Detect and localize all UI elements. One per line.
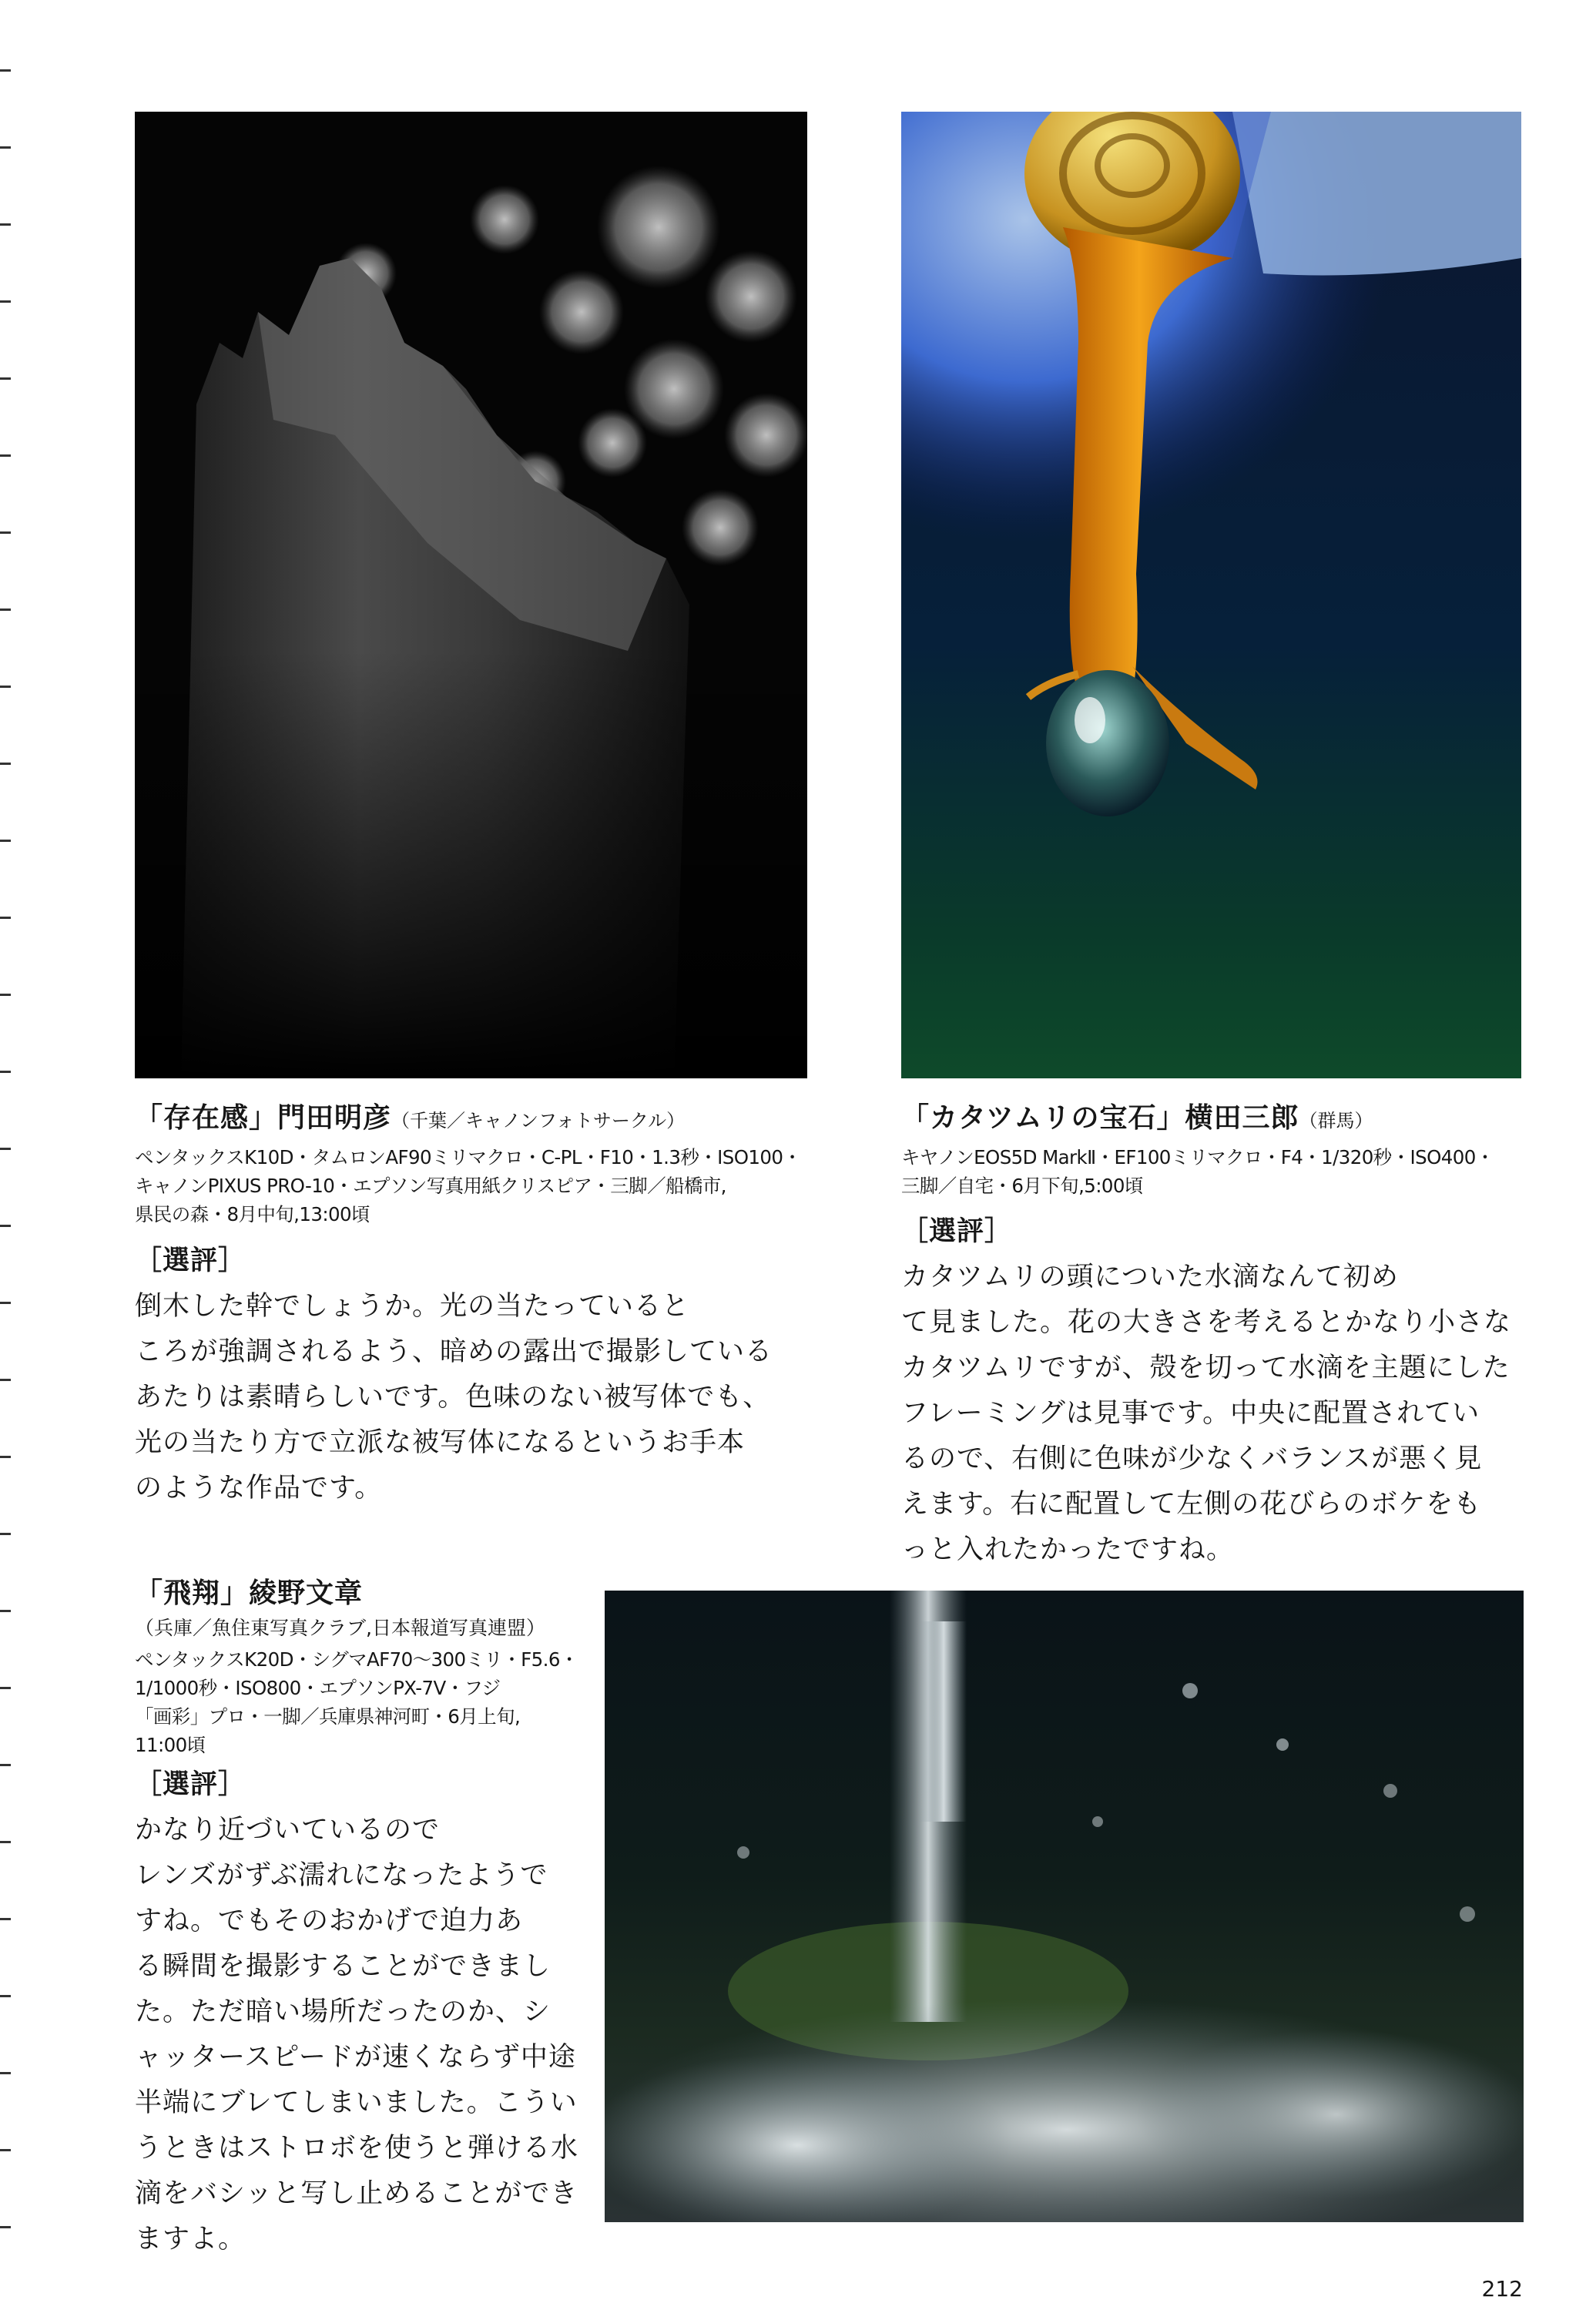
review-line: えます。右に配置して左側の花びらのボケをも	[901, 1489, 1482, 1520]
review-line: っと入れたかったですね。	[901, 1534, 1235, 1565]
entry-affiliation: （兵庫／魚住東写真クラブ,日本報道写真連盟）	[135, 1617, 545, 1639]
tech-line: 11:00頃	[135, 1734, 206, 1756]
entry-review	[901, 1209, 1511, 1573]
review-line: る瞬間を撮影することができまし	[135, 1951, 552, 1982]
entry-review	[135, 1239, 773, 1511]
entry-affiliation: （群馬）	[1299, 1110, 1373, 1132]
entry-title-text: 「カタツムリの宝石」横田三郎	[901, 1102, 1299, 1134]
entry-affiliation: （千葉／キャノンフォトサークル）	[391, 1110, 686, 1132]
photo-water-splash	[605, 1591, 1524, 2222]
review-line: かなり近づいているので	[135, 1815, 441, 1846]
review-line: すね。でもそのおかげで迫力あ	[135, 1906, 524, 1936]
entry-title	[135, 1100, 685, 1139]
review-line: カタツムリの頭についた水滴なんて初め	[901, 1262, 1399, 1292]
tech-line: 1/1000秒・ISO800・エプソンPX-7V・フジ	[135, 1677, 501, 1699]
review-line: ますよ。	[135, 2224, 246, 2255]
review-line: 倒木した幹でしょうか。光の当たっていると	[135, 1291, 690, 1322]
entry-tech-specs	[135, 1645, 578, 1759]
tech-line: 三脚／自宅・6月下旬,5:00頃	[901, 1175, 1143, 1197]
review-line: て見ました。花の大きさを考えるとかなり小さな	[901, 1307, 1512, 1338]
entry-title	[901, 1100, 1373, 1139]
tech-line: 「画彩」プロ・一脚／兵庫県神河町・6月上旬,	[135, 1705, 521, 1728]
entry-tech-specs	[135, 1143, 801, 1229]
review-line: フレーミングは見事です。中央に配置されてい	[901, 1398, 1480, 1429]
entry-title	[135, 1575, 363, 1612]
review-label: ［選評］	[901, 1216, 1013, 1247]
tech-line: ペンタックスK20D・シグマAF70～300ミリ・F5.6・	[135, 1648, 578, 1671]
review-line: レンズがずぶ濡れになったようで	[135, 1860, 548, 1891]
review-line: うときはストロボを使うと弾ける水	[135, 2133, 579, 2164]
review-line: た。ただ暗い場所だったのか、シ	[135, 1996, 552, 2027]
tech-line: キャノンPIXUS PRO-10・エプソン写真用紙クリスピア・三脚／船橋市,	[135, 1175, 726, 1197]
page-number: 212	[1481, 2276, 1523, 2302]
review-line: 滴をバシッと写し止めることができ	[135, 2178, 578, 2209]
review-line: のような作品です。	[135, 1473, 383, 1504]
photo-snail-droplet	[901, 112, 1521, 1078]
review-label: ［選評］	[135, 1245, 246, 1276]
entry-title-text: 「飛翔」綾野文章	[135, 1577, 364, 1609]
entry-tech-specs	[901, 1143, 1494, 1200]
review-label: ［選評］	[135, 1769, 246, 1800]
entry-title-text: 「存在感」門田明彦	[135, 1102, 392, 1134]
review-line: あたりは素晴らしいです。色味のない被写体でも、	[135, 1382, 771, 1413]
review-line: ころが強調されるよう、暗めの露出で撮影している	[135, 1336, 773, 1367]
tech-line: 県民の森・8月中旬,13:00頃	[135, 1203, 370, 1225]
review-line: 光の当たり方で立派な被写体になるというお手本	[135, 1427, 746, 1458]
review-line: 半端にブレてしまいました。こうい	[135, 2087, 578, 2118]
review-line: ャッタースピードが速くならず中途	[135, 2042, 576, 2073]
review-line: るので、右側に色味が少なくバランスが悪く見	[901, 1443, 1483, 1474]
review-line: カタツムリですが、殻を切って水滴を主題にした	[901, 1353, 1510, 1383]
photo-tree-stump	[135, 112, 807, 1078]
tech-line: ペンタックスK10D・タムロンAF90ミリマクロ・C-PL・F10・1.3秒・ISO100・	[135, 1146, 802, 1168]
entry-review	[135, 1762, 578, 2262]
tech-line: キヤノンEOS5D MarkⅡ・EF100ミリマクロ・F4・1/320秒・ISO400・	[901, 1146, 1494, 1168]
